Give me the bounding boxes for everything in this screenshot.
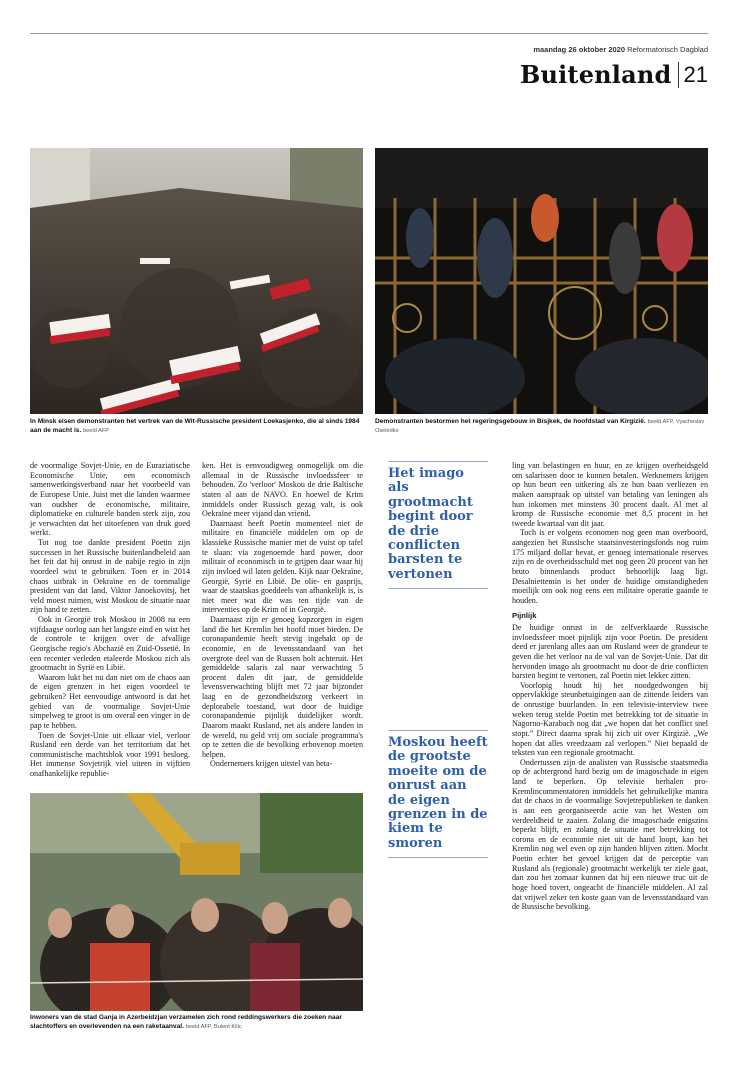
article-column-3 (512, 461, 708, 912)
caption-bisjkek-credit: beeld AFP, Vyacheslav Oseledko (375, 419, 705, 434)
photo-bisjkek-protest (375, 148, 708, 414)
caption-bisjkek-text: Demonstranten bestormen het regeringsgebouw in Bisjkek, de hoofdstad van Kirgizië. (375, 418, 646, 425)
caption-bisjkek (375, 418, 708, 435)
photo-minsk-image (30, 148, 363, 414)
article-paragraph: de voormalige Sovjet-Unie, en de Euraziatische Economische Unie, een economisch samenwerkingsverband naar het voorbeeld van de Europese Unie. Juist met die landen waarmee van oudsher de economische, militaire, diplomatieke en culturele banden sterk zijn, zou je verwachten dat het uitoefenen van druk goed werkt. (30, 461, 190, 538)
article-paragraph: Daarnaast heeft Poetin momenteel niet de militaire en financiële middelen om op de klassieke Russische manier met de vuist op tafel te slaan: via zogenoemde hard power, door militair of economisch in te grijpen daar waar hij zijn invloed wil laten gelden. Kijk naar Oekraïne, Georgië, Syrië en Libië. De olie- en gasprijs, waar de staatskas goeddeels van afhankelijk is, is niet meer wat die was ten tijde van de interventies op de Krim of in Georgië. (202, 518, 363, 615)
article-paragraph: ling van belastingen en huur, en ze krijgen overheidsgeld om salarissen door te kunnen betalen. Werknemers krijgen op hun beurt een uitkering als ze hun baan verliezen en maken aanspraak op uitstel van betaling van leningen als hun inkomen met minstens 30 procent daalt. Al met al kromp de Russische economie met 8,5 procent in het tweede kwartaal van dit jaar. (512, 461, 708, 528)
caption-ganja (30, 1014, 363, 1031)
dateline (533, 45, 708, 54)
subheading: Pijnlijk (512, 611, 537, 621)
article-paragraph: Ook in Georgië trok Moskou in 2008 na een vijfdaagse oorlog aan het langste eind en wist het de controle te krijgen over de afvallige Georgische regio's Abchazië en Zuid-Ossetië. In een recenter verleden etaleerde Moskou zich als grootmacht in Syrië en Libië. (30, 615, 190, 673)
pull-quote-2-text: Moskou heeft de grootste moeite om de onrust aan de eigen grenzen in de kiem te smoren (388, 735, 488, 851)
article-paragraph: Tot nog toe dankte president Poetin zijn successen in het Russische buitenlandbeleid aan het feit dat hij onrust in de nabije regio in zijn voordeel wist te gebruiken. Toen er in 2014 chaos uitbrak in Oekraïne en de toenmalige president van dat land, Viktor Janoekovitsj, het veld moest ruimen, wist Moskou de situatie naar zijn hand te zetten. (30, 538, 190, 615)
pull-quote-2 (388, 730, 488, 858)
photo-ganja-image (30, 793, 363, 1011)
photo-bisjkek-image (375, 148, 708, 414)
article-paragraph: ken. Het is eenvoudigweg onmogelijk om die allemaal in de Russische invloedssfeer te behouden. Zo 'verloor' Moskou de drie Baltische staten al aan de NAVO. En hoewel de Krim inmiddels onder Russisch gezag valt, is ook Oekraïne meer vijand dan vriend. (202, 461, 363, 519)
publication-name: Reformatorisch Dagblad (627, 45, 708, 54)
section-divider (678, 62, 679, 88)
issue-date: maandag 26 oktober 2020 (533, 45, 626, 54)
article-paragraph: Waarom lukt het nu dan niet om de chaos aan de eigen grenzen in het eigen voordeel te gebruiken? Het eenvoudige antwoord is dat het gebied van de voormalige Sovjet-Unie simpelweg te groot is om overal een vinger in de pap te hebben. (30, 672, 190, 730)
article-paragraph: Toen de Sovjet-Unie uit elkaar viel, verloor Rusland een derde van het territorium dat het communistische machtsblok voor 1991 besloeg. Het immense Sovjetrijk viel uiteen in vijftien onafhankelijke republie- (30, 730, 190, 778)
caption-minsk-credit: beeld AFP (83, 427, 109, 434)
header-rule (30, 33, 708, 34)
caption-minsk (30, 418, 363, 435)
article-paragraph: Voorlopig houdt hij het noodgedwongen bij oppervlakkige steunbetuigingen aan de zittende leiders van de onrustige buurlanden. In een televisie-interview twee weken terug stelde Poetin met betrekking tot de situatie in Nagorno-Karabach nog dat „we hopen dat het conflict snel stopt.” Direct daarna sprak hij zich uit over Kirgizië. „We hopen dat alles vreedzaam zal verlopen.” Niet bepaald de teksten van een regionale grootmacht. (512, 680, 708, 758)
article-column-2 (202, 461, 363, 769)
article-paragraph: Toch is er volgens economen nog geen man overboord, aangezien het Russische staatsinvesteringsfonds nog ruim 175 miljard dollar bevat, er genoeg internationale reserves zijn en de overheidsschuld met nog geen 20 procent van het bruto binnenlands product behoorlijk laag ligt. Desalniettemin is het onder de huidige omstandigheden moeilijk om ook nog eens een militaire operatie gaande te houden. (512, 528, 708, 605)
article-paragraph: Ondertussen zijn de analisten van Russische staatsmedia op de achtergrond hard bezig om de imagoschade in eigen land te beperken. Op televisie herhalen pro-Kremlincommentatoren inmiddels het gebruikelijke mantra dat de chaos in de voormalige Sovjetrepublieken te danken is aan een georganiseerde actie van het Westen om verdeeldheid te zaaien. Zolang die imagoschade enigszins beperkt blijft, en zolang de situatie met betrekking tot corona en de economie niet uit de hand loopt, kan het Kremlin nog wel even op zijn handen blijven zitten. Mocht Poetin echter het gevoel krijgen dat de perceptie van Rusland als (regionale) grootmacht werkelijk ter ziele gaat, dan zou het zomaar kunnen dat hij een nieuwe truc uit de hoge hoed tovert, ongeacht de financiële middelen. Al zal dat vrijwel zeker ten koste gaan van de levensstandaard van de Russische bevolking. (512, 757, 708, 912)
pull-quote-1 (388, 461, 488, 589)
article-column-1 (30, 461, 190, 779)
caption-ganja-credit: beeld AFP, Bulent Kilic (185, 1023, 242, 1030)
page-number: 21 (683, 61, 708, 87)
section-title: Buitenland (519, 60, 672, 89)
article-paragraph: Ondernemers krijgen uitstel van beta- (210, 759, 333, 769)
article-paragraph: De huidige onrust in de zelfverklaarde Russische invloedssfeer moet pijnlijk zijn voor Poetin. De president deed er jarenlang alles aan om Rusland weer de grandeur te geven die het verloor na de val van de Sovjet-Unie. Dat dit hervonden imago als grootmacht nu door de drie conflicten barsten begint te vertonen, zal Poetin niet lekker zitten. (512, 623, 708, 681)
article-paragraph: Daarnaast zijn er genoeg kopzorgen in eigen land die het Kremlin het hoofd moet bieden. De coronapandemie heeft stevig ingehakt op de economie, en de levensstandaard van het overgrote deel van de Russen holt achteruit. Het gemiddelde salaris zal naar verwachting 5 procent dalen dit jaar, de gemiddelde levensverwachting blijft met 72 jaar bijzonder laag en de gezondheidszorg verkeert in deplorabele toestand, wat door de huidige coronapandemie pijnlijk duidelijker wordt. Daarom maakt Rusland, net als andere landen in de wereld, nu geld vrij om sociale programma's op te zetten die de bevolking erbovenop moeten helpen. (202, 615, 363, 759)
photo-minsk-protest (30, 148, 363, 414)
photo-ganja (30, 793, 363, 1011)
caption-ganja-text: Inwoners van de stad Ganja in Azerbeidzjan verzamelen zich rond reddingswerkers die zoeken naar slachtoffers en overlevenden na een raketaanval. (30, 1014, 342, 1030)
caption-minsk-text: In Minsk eisen demonstranten het vertrek van de Wit-Russische president Loekasjenko, die al sinds 1984 aan de macht is. (30, 418, 360, 434)
section-header (520, 60, 708, 89)
pull-quote-1-text: Het imago als grootmacht begint door de drie conflicten barsten te vertonen (388, 466, 473, 582)
